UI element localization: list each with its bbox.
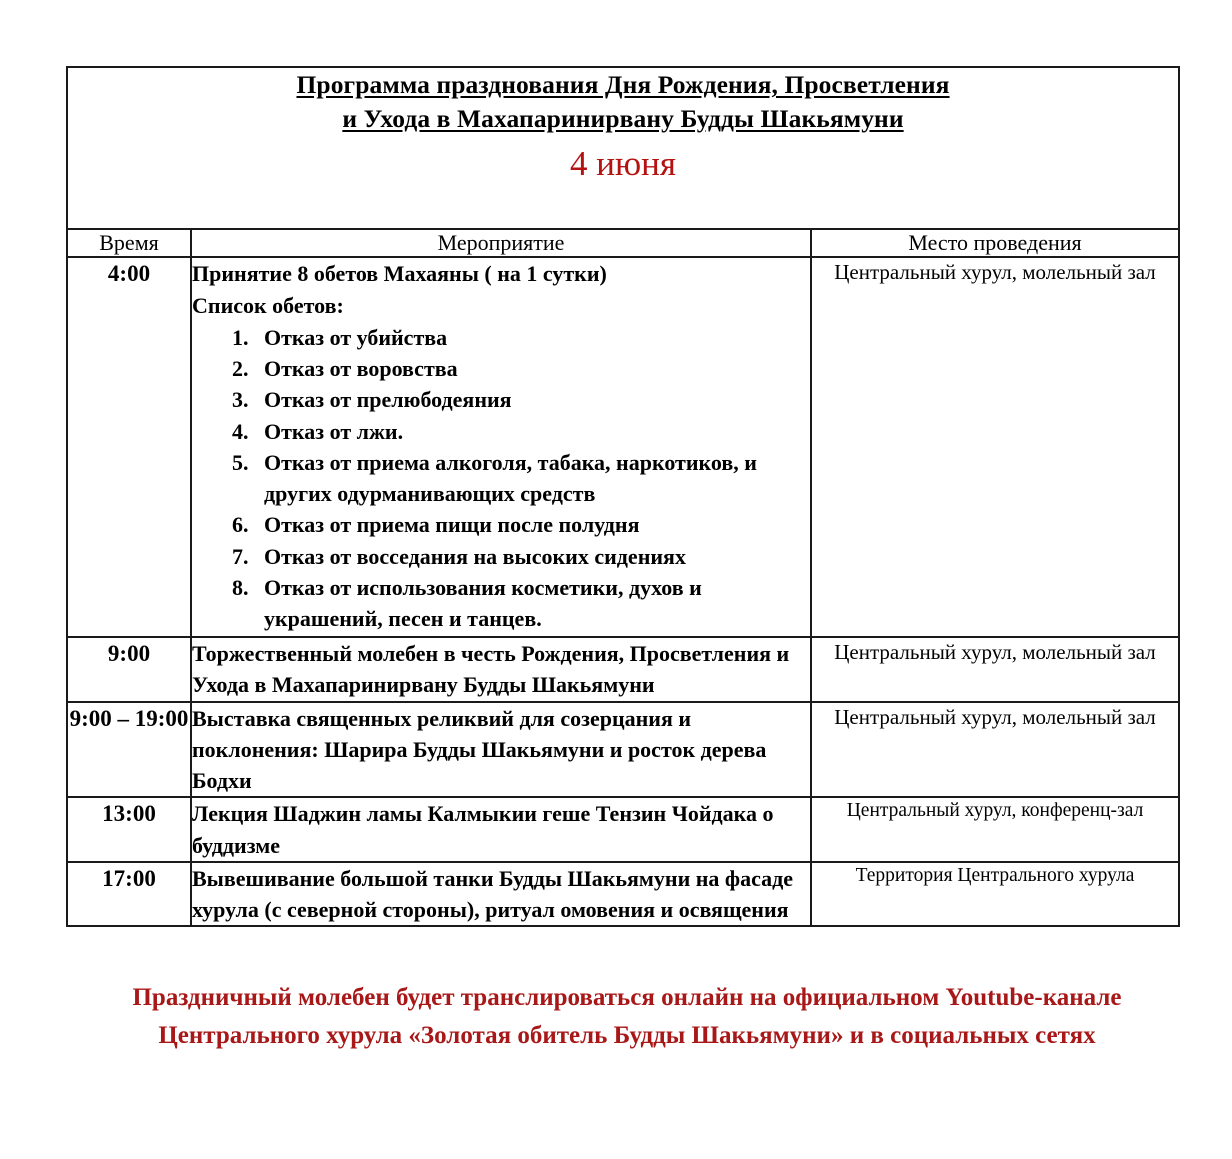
row-place: Центральный хурул, молельный зал — [811, 257, 1179, 637]
row-place: Территория Центрального хурула — [811, 862, 1179, 926]
vows-list — [192, 322, 810, 634]
broadcast-notice-line-2: Центрального хурула «Золотая обитель Будды Шакьямуни» и в социальных сетях — [158, 1021, 1096, 1049]
row-event-line: Список обетов: — [192, 292, 344, 318]
table-row — [67, 257, 1179, 637]
table-header-row — [67, 229, 1179, 257]
table-row — [67, 702, 1179, 798]
column-header-place: Место проведения — [811, 229, 1179, 257]
list-item: 7. Отказ от восседания на высоких сидениях — [254, 541, 810, 572]
row-event: Выставка священных реликвий для созерцания и поклонения: Шарира Будды Шакьямуни и росток дерева Бодхи — [191, 702, 811, 798]
row-time: 17:00 — [67, 862, 191, 926]
list-item: 8. Отказ от использования косметики, духов и украшений, песен и танцев. — [254, 572, 810, 634]
page-title-line-1: Программа празднования Дня Рождения, Просветления — [296, 70, 950, 99]
program-table — [66, 66, 1180, 927]
title-row — [67, 67, 1179, 229]
row-place: Центральный хурул, молельный зал — [811, 702, 1179, 798]
list-item: 1. Отказ от убийства — [254, 322, 810, 353]
row-event: Торжественный молебен в честь Рождения, Просветления и Ухода в Махапаринирвану Будды Шакьямуни — [191, 637, 811, 701]
broadcast-notice — [66, 979, 1188, 1054]
table-row — [67, 797, 1179, 861]
list-item: 3. Отказ от прелюбодеяния — [254, 384, 810, 415]
title-banner-cell — [67, 67, 1179, 229]
row-time: 13:00 — [67, 797, 191, 861]
row-time: 4:00 — [67, 257, 191, 637]
row-event — [191, 257, 811, 637]
row-place: Центральный хурул, молельный зал — [811, 637, 1179, 701]
program-table-body — [67, 67, 1179, 926]
row-time: 9:00 — [67, 637, 191, 701]
table-row — [67, 637, 1179, 701]
list-item: 6. Отказ от приема пищи после полудня — [254, 509, 810, 540]
column-header-time: Время — [67, 229, 191, 257]
list-item: 4. Отказ от лжи. — [254, 416, 810, 447]
page-title — [68, 68, 1178, 135]
row-event: Вывешивание большой танки Будды Шакьямуни на фасаде хурула (с северной стороны), ритуал омовения и освящения — [191, 862, 811, 926]
table-row — [67, 862, 1179, 926]
row-place: Центральный хурул, конференц-зал — [811, 797, 1179, 861]
row-time: 9:00 – 19:00 — [67, 702, 191, 798]
row-event-line: Принятие 8 обетов Махаяны ( на 1 сутки) — [192, 261, 607, 287]
page-title-line-2: и Ухода в Махапаринирвану Будды Шакьямуни — [342, 103, 904, 133]
list-item: 5. Отказ от приема алкоголя, табака, наркотиков, и других одурманивающих средств — [254, 447, 810, 509]
event-date: 4 июня — [570, 144, 676, 184]
row-event: Лекция Шаджин ламы Калмыкии геше Тензин Чойдака о буддизме — [191, 797, 811, 861]
broadcast-notice-line-1: Праздничный молебен будет транслироваться онлайн на официальном Youtube-канале — [132, 984, 1122, 1012]
column-header-event: Мероприятие — [191, 229, 811, 257]
list-item: 2. Отказ от воровства — [254, 353, 810, 384]
